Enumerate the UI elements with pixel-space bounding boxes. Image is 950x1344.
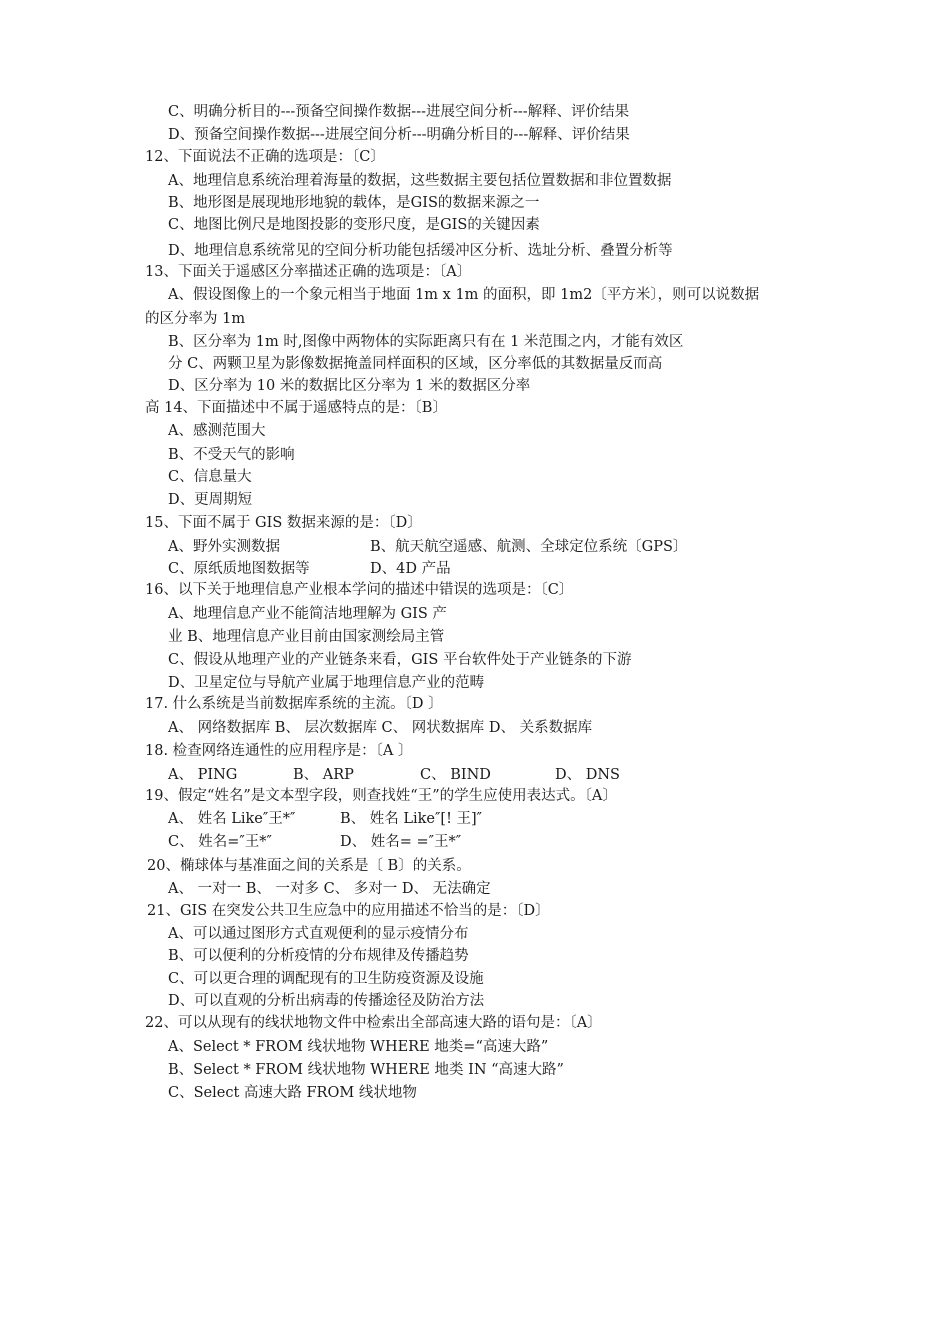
question-12: 12、下面说法不正确的选项是：〔C〕 — [145, 149, 385, 165]
option-line: D、地理信息系统常见的空间分析功能包括缓冲区分析、选址分析、叠置分析等 — [168, 243, 673, 259]
option-line: A、 一对一 B、 一对多 C、 多对一 D、 无法确定 — [168, 881, 491, 897]
option-line: A、可以通过图形方式直观便利的显示疫情分布 — [168, 926, 469, 942]
option-line: B、Select * FROM 线状地物 WHERE 地类 IN “高速大路” — [168, 1062, 564, 1078]
option-line: D、可以直观的分析出病毒的传播途径及防治方法 — [168, 993, 485, 1009]
option-line: C、原纸质地图数据等 — [168, 561, 310, 577]
option-line: D、 姓名= =″王*″ — [340, 834, 462, 850]
option-line: B、区分率为 1m 时,图像中两物体的实际距离只有在 1 米范围之内，才能有效区 — [168, 334, 684, 350]
option-line: B、航天航空遥感、航测、全球定位系统〔GPS〕 — [370, 539, 688, 555]
option-line: A、Select * FROM 线状地物 WHERE 地类=“高速大路” — [168, 1039, 549, 1055]
question-19: 19、假定“姓名”是文本型字段，则查找姓“王”的学生应使用表达式。〔A〕 — [145, 788, 617, 804]
option-line: 分 C、两颗卫星为影像数据掩盖同样面积的区域，区分率低的其数据量反而高 — [168, 356, 663, 372]
option-line: A、野外实测数据 — [168, 539, 280, 555]
option-line: A、地理信息产业不能简洁地理解为 GIS 产 — [168, 606, 447, 622]
option-line: D、卫星定位与导航产业属于地理信息产业的范畴 — [168, 675, 485, 691]
question-17: 17. 什么系统是当前数据库系统的主流。〔D 〕 — [145, 696, 443, 712]
option-line: C、 BIND — [420, 767, 491, 783]
question-18: 18. 检查网络连通性的应用程序是：〔A 〕 — [145, 743, 413, 759]
question-21: 21、GIS 在突发公共卫生应急中的应用描述不恰当的是：〔D〕 — [147, 903, 550, 919]
option-line: B、 姓名 Like″[! 王]″ — [340, 811, 483, 827]
option-line: A、地理信息系统治理着海量的数据，这些数据主要包括位置数据和非位置数据 — [168, 173, 672, 189]
option-line: D、更周期短 — [168, 492, 253, 508]
option-c-line: C、明确分析目的---预备空间操作数据---进展空间分析---解释、评价结果 — [168, 104, 630, 120]
option-line: D、4D 产品 — [370, 561, 451, 577]
option-line: 业 B、地理信息产业目前由国家测绘局主管 — [168, 629, 445, 645]
option-line: B、 ARP — [293, 767, 354, 783]
option-line: C、Select 高速大路 FROM 线状地物 — [168, 1085, 417, 1101]
question-22: 22、可以从现有的线状地物文件中检索出全部高速大路的语句是：〔A〕 — [145, 1015, 602, 1031]
option-line: C、可以更合理的调配现有的卫生防疫资源及设施 — [168, 971, 484, 987]
option-line: A、感测范围大 — [168, 423, 266, 439]
question-20: 20、椭球体与基准面之间的关系是〔 B〕的关系。 — [147, 858, 471, 874]
option-line: B、地形图是展现地形地貌的载体，是GIS的数据来源之一 — [168, 195, 540, 211]
option-line: A、 姓名 Like″王*″ — [168, 811, 296, 827]
question-16: 16、以下关于地理信息产业根本学问的描述中错误的选项是：〔C〕 — [145, 582, 574, 598]
option-line: B、不受天气的影响 — [168, 447, 295, 463]
option-line-continued: 的区分率为 1m — [145, 311, 246, 327]
option-line: B、可以便利的分析疫情的分布规律及传播趋势 — [168, 948, 469, 964]
option-line: C、地图比例尺是地图投影的变形尺度，是GIS的关键因素 — [168, 217, 540, 233]
option-line: A、 PING — [168, 767, 238, 783]
option-line: D、 DNS — [555, 767, 620, 783]
option-line: C、假设从地理产业的产业链条来看，GIS 平台软件处于产业链条的下游 — [168, 652, 632, 668]
option-line: A、 网络数据库 B、 层次数据库 C、 网状数据库 D、 关系数据库 — [168, 720, 593, 736]
question-15: 15、下面不属于 GIS 数据来源的是：〔D〕 — [145, 515, 422, 531]
question-14: 高 14、下面描述中不属于遥感特点的是：〔B〕 — [145, 400, 447, 416]
option-d-line: D、预备空间操作数据---进展空间分析---明确分析目的---解释、评价结果 — [168, 127, 630, 143]
option-line: A、假设图像上的一个象元相当于地面 1m x 1m 的面积，即 1m2〔平方米〕，则可以说数据 — [168, 287, 760, 303]
option-line: D、区分率为 10 米的数据比区分率为 1 米的数据区分率 — [168, 378, 531, 394]
question-13: 13、下面关于遥感区分率描述正确的选项是：〔A〕 — [145, 264, 472, 280]
option-line: C、 姓名=″王*″ — [168, 834, 272, 850]
option-line: C、信息量大 — [168, 469, 252, 485]
